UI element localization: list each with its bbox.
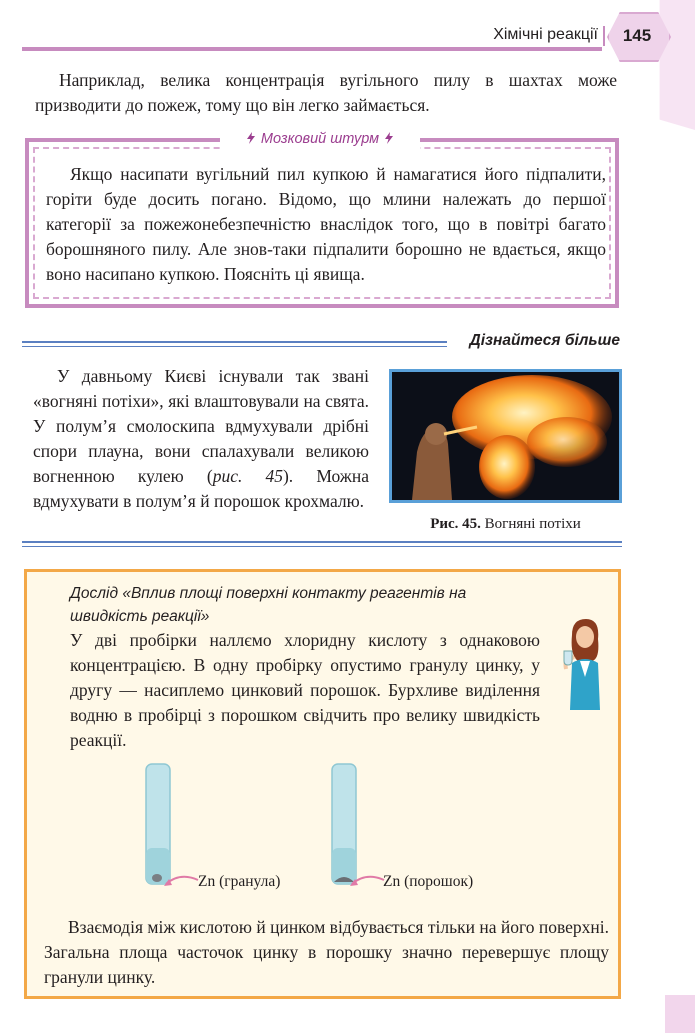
figure-caption: [389, 516, 622, 533]
learn-more-text: [33, 364, 369, 514]
pointer-arrow: [160, 866, 200, 892]
learn-more-title: Дізнайтеся більше: [469, 332, 620, 349]
header-rule: [22, 47, 602, 51]
learn-more-text-part2: ). Можна вдмухувати в полум’я й порошок крохмалю.: [33, 466, 369, 511]
learn-more-text-part1: У давньому Києві існували так звані «вогняні потіхи», які влаштовували на свята. У полум’я смолоскипа вдмухували дрібні спори плауна, вони спалахували великою вогненною кулею (: [33, 366, 369, 486]
page-number: 145: [622, 26, 652, 45]
brainstorm-text: Якщо насипати вугільний пил купкою й намагатися його підпалити, горіти буде досить погано. Відомо, що млини належать до першої категорії за пожежонебезпечністю внаслідок того, що в повітрі багато борошняного пилу. Але знов-таки підпалити борошно не вдається, якщо воно насипано купкою. Поясніть ці явища.: [46, 164, 606, 284]
figure-reference: рис. 45: [212, 466, 283, 486]
caption-label: Рис. 45.: [430, 516, 481, 532]
page-edge-decoration-bottom: [665, 995, 695, 1033]
lightning-icon: [245, 132, 257, 144]
scientist-illustration: [560, 615, 610, 715]
fire-breathing-photo: [389, 369, 622, 503]
brainstorm-label-text: Мозковий штурм: [260, 131, 380, 147]
tube-label-powder: Zn (порошок): [383, 873, 474, 890]
learn-more-rule-thin: [22, 346, 447, 347]
brainstorm-label: [220, 128, 420, 150]
tube-label-granule: Zn (гранула): [198, 873, 281, 890]
learn-more-bottom-rule: [22, 541, 622, 543]
pointer-arrow: [346, 866, 386, 892]
header-separator: [603, 26, 605, 46]
fire-photo-illustration: [392, 372, 619, 500]
experiment-text: У дві пробірки наллємо хлоридну кислоту з однаковою концентрацією. В одну пробірку опустимо гранулу цинку, у другу — насиплемо цинковий порошок. Бурхливе виділення водню в пробірці з порошком свідчить про велику швидкість реакції.: [70, 630, 540, 750]
learn-more-rule: [22, 341, 447, 343]
experiment-conclusion: Взаємодія між кислотою й цинком відбувається тільки на його поверхні. Загальна площа часточок цинку в порошку значно перевершує площу гранули цинку.: [44, 917, 609, 987]
experiment-title: Дослід «Вплив площі поверхні контакту реагентів на швидкість реакції»: [70, 585, 467, 625]
learn-more-bottom-rule-thin: [22, 546, 622, 547]
lightning-icon: [383, 132, 395, 144]
intro-paragraph: Наприклад, велика концентрація вугільного пилу в шахтах може призводити до пожеж, тому що він легко займається.: [35, 70, 617, 115]
section-title: Хімічні реакції: [493, 26, 598, 43]
caption-text: Вогняні потіхи: [484, 516, 581, 532]
